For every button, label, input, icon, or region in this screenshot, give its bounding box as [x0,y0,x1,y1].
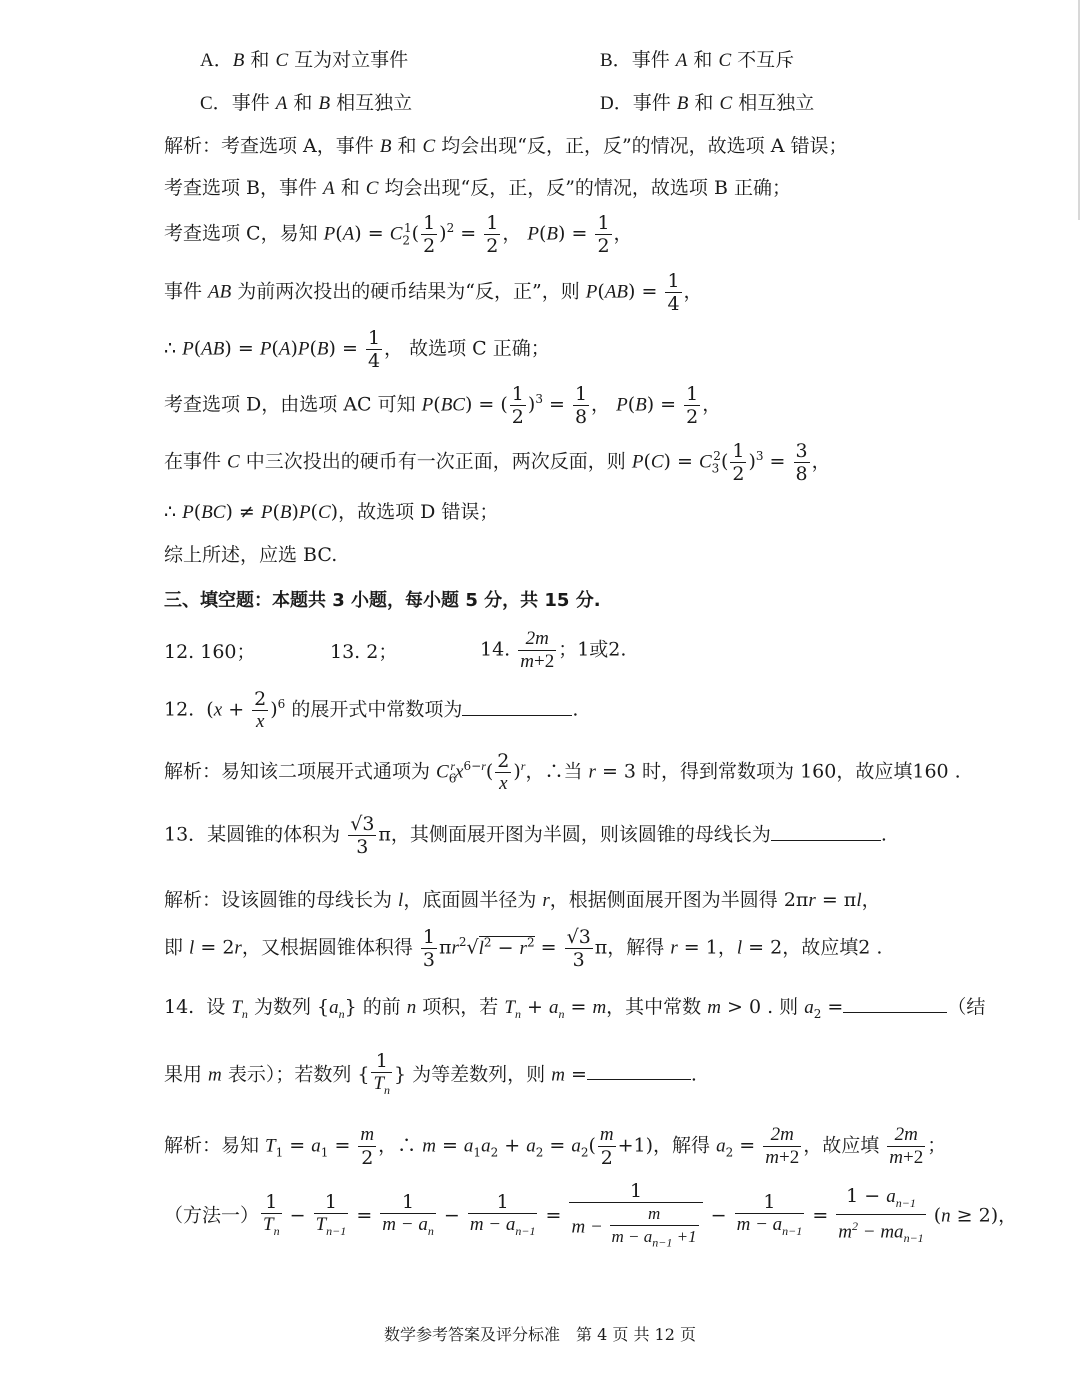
analysis-line-2: 考查选项 B，事件 A 和 C 均会出现“反，正，反”的情况，故选项 B 正确； [164,177,791,199]
analysis-line-6: 考查选项 D，由选项 AC 可知 P(BC) = ( $\frac{1}{2}$ )$^3$ = $\frac{1}{8}$ ， P(B) = $\frac{1}{2}$ ， [164,383,722,428]
analysis-line-4: 事件 AB 为前两次投出的硬币结果为“反，正”，则 P(AB) = $\frac{1}{4}$ ， [164,270,703,315]
q14-analysis-1: 解析：易知 $T_1 = a_1$ = $\frac{m}{2}$ ，∴ $m = a_1a_2 + a_2 = a_2$( $\frac{m}{2}$ +1)，解得 $a_2$ = $\frac{2m}{m+2}$ ，故应填 $\frac{2m}{m+2}$ ； [164,1124,947,1169]
q13-analysis-2: 即 l = 2r，又根据圆锥体积得 $\frac{1}{3}$ $\pi r^2√l^2 - r^2$ = $\frac{√3}{3}$ π，解得 r = 1，l = 2，故应填2 . [164,926,883,971]
analysis-conclusion: 综上所述，应选 BC. [164,544,338,566]
q14-analysis-2: （方法一） $\frac{1}{T_n}$ − $\frac{1}{T_{n-1}}$ = $\frac{1}{m - a_n}$ − $\frac{1}{m - a_{n-1}}$ = 1 m − $\frac{m}{m - a_{n-1} +1}$ − $\frac{1}{m - a_{n-1}}$ = $\frac{1 - a_{n-1}}{m^2 - ma_{n-1}}$ (n ≥ 2)， [164,1180,1018,1250]
analysis-line-3: 考查选项 C，易知 $P(A) = C_2^1$( $\frac{1}{2}$ )$^2$ = $\frac{1}{2}$ ， P(B) = $\frac{1}{2}$ ， [164,212,633,257]
option-c: C．事件 A 和 B 相互独立 [200,92,413,114]
analysis-line-5: ∴ P(AB) = P(A)P(B) = $\frac{1}{4}$ ， 故选项 C 正确； [164,327,550,372]
analysis-line-1: 解析：考查选项 A，事件 B 和 C 均会出现“反，正，反”的情况，故选项 A 错误； [164,135,848,157]
q12-stem: 12. (x + $\frac{2}{x}$ )$^6$ 的展开式中常数项为 . [164,688,579,732]
answer-13: 13. 2； [330,641,398,663]
option-b: B．事件 A 和 C 不互斥 [600,49,795,71]
page-footer: 数学参考答案及评分标准 第 4 页 共 12 页 [384,1325,696,1344]
answer-14: 14. $\frac{2m}{m+2}$ ；1或2. [480,628,627,672]
analysis-line-8: ∴ P(BC) ≠ P(B)P(C)，故选项 D 错误； [164,501,499,523]
q14-stem-1: 14. 设 $T_n$ 为数列 $\{a_n\}$ 的前 n 项积，若 $T_n + a_n = m$，其中常数 m > 0 . 则 $a_2$ = （结 [164,996,986,1021]
q13-analysis-1: 解析：设该圆锥的母线长为 l，底面圆半径为 r，根据侧面展开图为半圆得 2πr = πl， [164,889,881,911]
option-a: A．B 和 C 互为对立事件 [200,49,409,71]
answer-12: 12. 160； [164,641,256,663]
option-d: D．事件 B 和 C 相互独立 [600,92,815,114]
q12-analysis: 解析：易知该二项展开式通项为 $C_6^rx^{6-r}$( $\frac{2}{x}$ )$^r$，∴当 r = 3 时，得到常数项为 160，故应填160 . [164,750,961,794]
q14-stem-2: 果用 m 表示）；若数列 { $\frac{1}{T_n}$ } 为等差数列，则 m = . [164,1050,697,1097]
q13-stem: 13．某圆锥的体积为 $\frac{√3}{3}$ π，其侧面展开图为半圆，则该圆锥的母线长为 . [164,813,887,858]
section-heading: 三、填空题：本题共 3 小题，每小题 5 分，共 15 分. [164,590,601,611]
analysis-line-7: 在事件 C 中三次投出的硬币有一次正面，两次反面，则 $P(C) = C_3^2$( $\frac{1}{2}$ )$^3$ = $\frac{3}{8}$ ， [164,440,831,485]
